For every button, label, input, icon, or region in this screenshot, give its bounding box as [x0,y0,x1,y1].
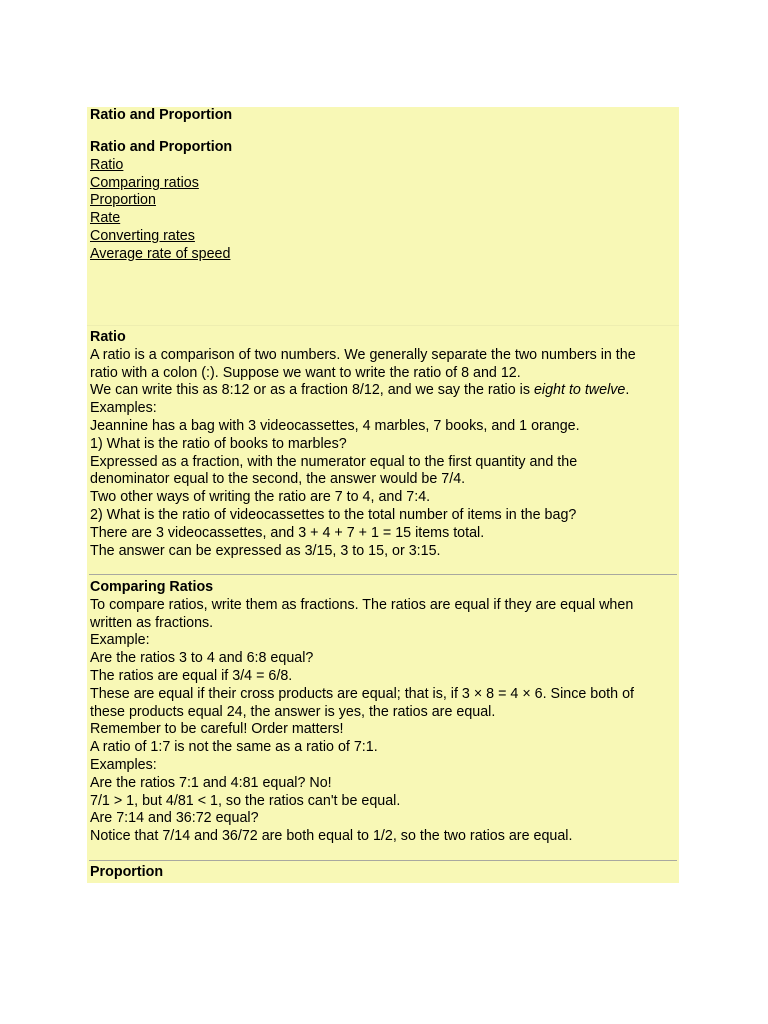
paragraph-line: The answer can be expressed as 3/15, 3 to 15, or 3:15. [90,542,441,559]
document-page [87,107,679,883]
toc-link-ratio[interactable]: Ratio [90,156,124,173]
paragraph-line: 2) What is the ratio of videocassettes to the total number of items in the bag? [90,506,577,523]
paragraph-line: These are equal if their cross products are equal; that is, if 3 × 8 = 4 × 6. Since both of [90,685,634,702]
paragraph-line: Notice that 7/14 and 36/72 are both equal to 1/2, so the two ratios are equal. [90,828,573,845]
paragraph-line: Examples: [90,400,157,417]
paragraph-line: these products equal 24, the answer is yes, the ratios are equal. [90,703,496,720]
page-title: Ratio and Proportion [90,107,233,123]
toc-link-converting-rates[interactable]: Converting rates [90,227,195,244]
section-proportion [87,864,166,882]
paragraph-line: Remember to be careful! Order matters! [90,721,344,738]
paragraph-line: ratio with a colon (:). Suppose we want to write the ratio of 8 and 12. [90,364,521,381]
paragraph-line: Example: [90,632,150,649]
paragraph-line: Expressed as a fraction, with the numerator equal to the first quantity and the [90,453,578,470]
paragraph-line: A ratio is a comparison of two numbers. We generally separate the two numbers in the [90,346,636,363]
toc-link-average-rate-of-speed[interactable]: Average rate of speed [90,245,231,262]
section-heading-proportion: Proportion [90,864,164,880]
paragraph-line: denominator equal to the second, the answer would be 7/4. [90,471,466,488]
paragraph-line: To compare ratios, write them as fractions. The ratios are equal if they are equal when [90,596,634,613]
paragraph-line: written as fractions. [90,614,214,631]
section-heading-comparing-ratios: Comparing Ratios [90,579,214,595]
horizontal-rule [89,574,677,575]
paragraph-line: Are the ratios 3 to 4 and 6:8 equal? [90,650,314,667]
paragraph-line: The ratios are equal if 3/4 = 6/8. [90,667,293,684]
toc-link-proportion[interactable]: Proportion [90,192,156,209]
paragraph-line: Two other ways of writing the ratio are 7 to 4, and 7:4. [90,489,431,506]
paragraph-line: 1) What is the ratio of books to marbles? [90,435,347,452]
section-divider [87,325,679,326]
paragraph-line: A ratio of 1:7 is not the same as a ratio of 7:1. [90,739,378,756]
toc-heading: Ratio and Proportion [90,139,233,155]
paragraph-line: Jeannine has a bag with 3 videocassettes, 4 marbles, 7 books, and 1 orange. [90,417,580,434]
table-of-contents [87,139,235,264]
paragraph-line: 7/1 > 1, but 4/81 < 1, so the ratios can't be equal. [90,792,401,809]
paragraph-line: We can write this as 8:12 or as a fraction 8/12, and we say the ratio is eight to twelve. [90,382,630,399]
section-heading-ratio: Ratio [90,329,126,345]
horizontal-rule [89,860,677,861]
toc-link-comparing-ratios[interactable]: Comparing ratios [90,174,199,191]
italic-phrase: eight to twelve [533,382,626,399]
toc-link-rate[interactable]: Rate [90,210,121,227]
paragraph-line: Are the ratios 7:1 and 4:81 equal? No! [90,774,332,791]
paragraph-line: Examples: [90,756,157,773]
section-comparing-ratios [87,579,637,846]
section-ratio [87,329,639,560]
paragraph-line: Are 7:14 and 36:72 equal? [90,810,259,827]
paragraph-line: There are 3 videocassettes, and 3 + 4 + 7 + 1 = 15 items total. [90,524,485,541]
